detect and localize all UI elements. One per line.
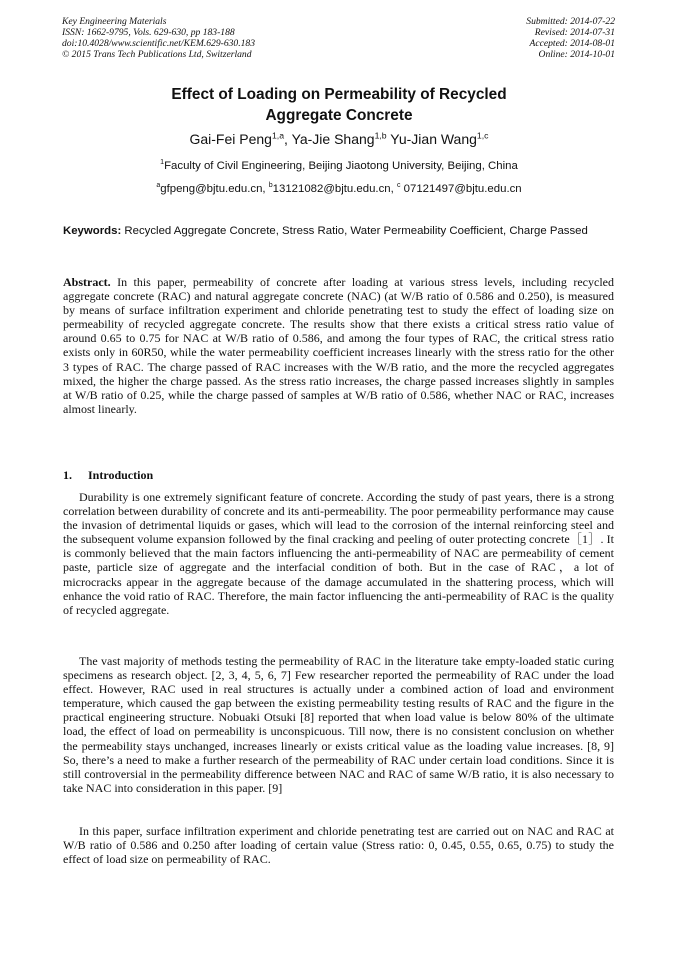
email-address[interactable]: gfpeng@bjtu.edu.cn, xyxy=(160,183,269,195)
title-line-2: Aggregate Concrete xyxy=(265,107,413,124)
section-number: 1. xyxy=(63,468,72,482)
abstract-label: Abstract. xyxy=(63,275,111,289)
author-affiliation-mark: 1,a xyxy=(271,130,285,141)
author-separator: , xyxy=(284,131,292,147)
author-emails xyxy=(60,182,618,197)
paragraph-text: Durability is one extremely significant feature of concrete. According the study of past years, there is a strong correlation between durability of concrete and its anti-permeability. The poor permeability performance may cause the invasion of detrimental liquids or gases, which will lead to the corrosion of the internal reinforcing steel and the subsequent volume expansion followed by the final cracking and peeling of outer protecting concrete［1］. It is commonly believed that the main factors influencing the anti-permeability of NAC are permeability of cement paste, particle size of aggregate and the interfacial condition of both. But in the case of RAC，a lot of microcracks appear in the aggregate because of the damage accumulated in the shattering process, which will enhance the void ratio of RAC. Therefore, the main factor influencing the anti-permeability of RAC is the quality of recycled aggregate. xyxy=(63,490,614,617)
keywords xyxy=(63,222,614,241)
email-mark: c xyxy=(396,182,401,190)
email-address[interactable]: 07121497@bjtu.edu.cn xyxy=(400,183,522,195)
affiliation xyxy=(60,159,618,174)
email-mark: a xyxy=(156,182,161,190)
email-mark: b xyxy=(268,182,273,190)
journal-issn: ISSN: 1662-9795, Vols. 629-630, pp 183-188 xyxy=(62,27,235,38)
journal-copyright: © 2015 Trans Tech Publications Ltd, Switzerland xyxy=(62,49,252,60)
body-paragraph xyxy=(63,654,614,795)
section-title: Introduction xyxy=(88,468,154,482)
author-name: Gai-Fei Peng xyxy=(189,131,272,147)
paragraph-text: The vast majority of methods testing the permeability of RAC in the literature take empty-loaded static curing specimens as research object. [2, 3, 4, 5, 6, 7] Few researcher reported the permeability of RAC under the load effect. However, RAC used in real structures is actually under a combined action of load and environment temperature, which caused the gap between the existing permeability testing results of RAC and the figure in the practical engineering structure. Nobuaki Otsuki [8] reported that when load value is below 80% of the ultimate load, the effect of load on permeability is unconspicuous. Till now, there is no consistent conclusion on whether the permeability stays unchanged, increases linearly or exists critical value as the loading value increases. [8, 9] So, there’s a need to make a further research of the permeability of RAC under certain load conditions. Since it is still controversial in the permeability difference between NAC and RAC of same W/B ratio, it is also necessary to take NAC into consideration in this paper. [9] xyxy=(63,654,614,795)
date-revised: Revised: 2014-07-31 xyxy=(534,27,615,38)
keywords-text: Recycled Aggregate Concrete, Stress Ratio, Water Permeability Coefficient, Charge Passed xyxy=(121,225,588,237)
author-name: Yu-Jian Wang xyxy=(390,131,477,147)
abstract-text: In this paper, permeability of concrete after loading at various stress levels, including recycled aggregate concrete (RAC) and natural aggregate concrete (NAC) (at W/B ratio of 0.586 and 0.250), is measured by means of surface infiltration experiment and chloride penetrating test to study the effect of loading size on permeability of recycled aggregate concrete. The results show that there exists a critical stress ratio value of around 0.65 to 0.75 for NAC at W/B ratio of 0.586, and among the four types of RAC, the critical stress ratio exists only in 60R50, while the water permeability coefficient increases linearly with the stress ratio for the other 3 types of RAC. The charge passed of RAC increases with the W/B ratio, and the more the recycled aggregates mixed, the higher the charge passed. As the stress ratio increases, the charge passed increases slightly in samples at W/B ratio of 0.25, while the charge passed of samples at W/B ratio of 0.586, whether NAC or RAC, increases almost linearly. xyxy=(63,275,614,416)
email-address[interactable]: 13121082@bjtu.edu.cn, xyxy=(272,183,397,195)
author-affiliation-mark: 1,c xyxy=(476,130,489,141)
abstract xyxy=(63,275,614,416)
paragraph-text: In this paper, surface infiltration experiment and chloride penetrating test are carried out on NAC and RAC at W/B ratio of 0.586 and 0.250 after loading of certain value (Stress ratio: 0, 0.45, 0.55, 0.65, 0.75) to study the effect of load size on permeability of RAC. xyxy=(63,824,614,867)
paper-title xyxy=(60,84,618,126)
section-heading xyxy=(63,468,153,482)
author-affiliation-mark: 1,b xyxy=(374,130,387,141)
author-list xyxy=(60,130,618,148)
journal-doi: doi:10.4028/www.scientific.net/KEM.629-630.183 xyxy=(62,38,256,49)
keywords-label: Keywords: xyxy=(63,225,122,237)
title-line-1: Effect of Loading on Permeability of Recycled xyxy=(171,86,507,103)
journal-info xyxy=(62,16,255,60)
date-online: Online: 2014-10-01 xyxy=(538,49,615,60)
affiliation-text: Faculty of Civil Engineering, Beijing Jiaotong University, Beijing, China xyxy=(164,160,518,172)
affiliation-mark: 1 xyxy=(160,159,165,167)
date-submitted: Submitted: 2014-07-22 xyxy=(526,16,615,27)
body-paragraph xyxy=(63,490,614,617)
author-name: Ya-Jie Shang xyxy=(291,131,375,147)
journal-name: Key Engineering Materials xyxy=(62,16,167,27)
date-accepted: Accepted: 2014-08-01 xyxy=(529,38,615,49)
body-paragraph xyxy=(63,824,614,866)
publication-dates xyxy=(526,16,615,60)
